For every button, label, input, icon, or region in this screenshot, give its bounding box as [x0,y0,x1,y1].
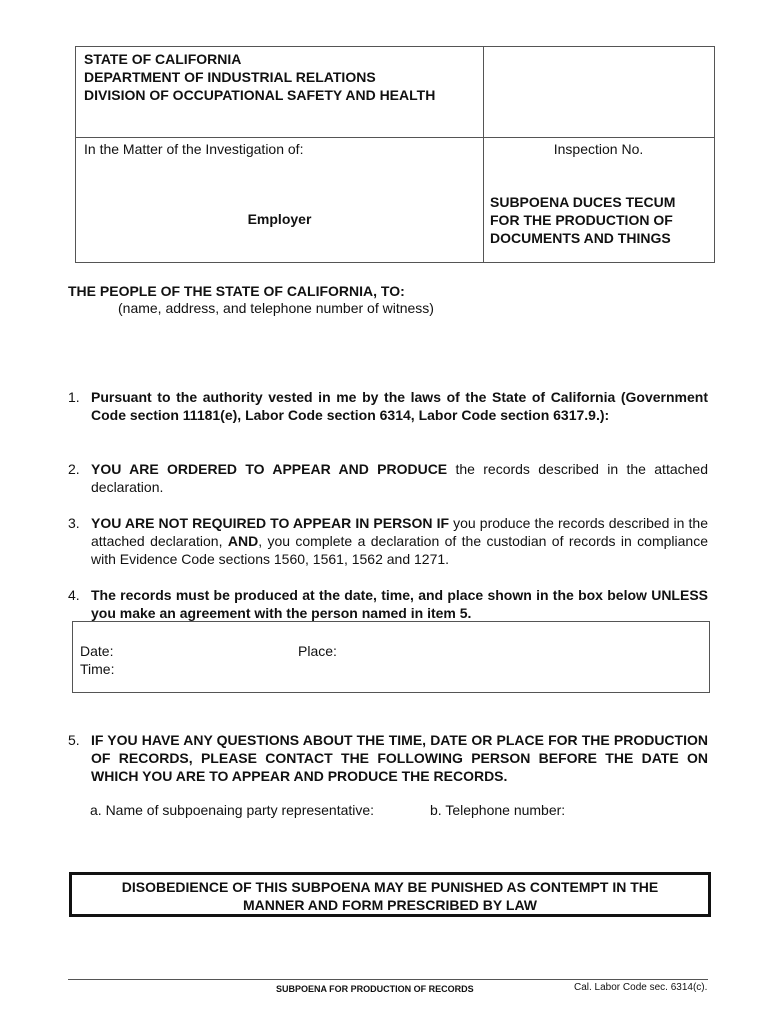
item-plain-text: , you complete a declaration of the custodian of records in compliance with Evidence Code sections 1560, 1561, 1562 and 1271. [91,533,708,567]
agency-name [84,50,435,104]
item-bold-text: YOU ARE NOT REQUIRED TO APPEAR IN PERSON IF [91,515,450,531]
footer-divider [68,979,708,980]
item-bold-text: YOU ARE ORDERED TO APPEAR AND PRODUCE [91,461,448,477]
footer-citation: Cal. Labor Code sec. 6314(c). [574,982,708,993]
item-number: 3. [68,515,80,531]
time-label: Time: [80,661,115,677]
subpoena-title-line: SUBPOENA DUCES TECUM [490,194,676,210]
people-heading: THE PEOPLE OF THE STATE OF CALIFORNIA, TO: [68,283,405,299]
header-divider-horizontal [76,137,714,138]
warning-line: MANNER AND FORM PRESCRIBED BY LAW [242,897,537,913]
item-text: The records must be produced at the date, time, and place shown in the box below UNLESS you make an agreement with the person named in item 5. [91,587,708,621]
warning-line: DISOBEDIENCE OF THIS SUBPOENA MAY BE PUNISHED AS CONTEMPT IN THE [121,879,659,895]
footer-form-title: SUBPOENA FOR PRODUCTION OF RECORDS [276,984,474,994]
item-3 [68,514,708,568]
item-text: Pursuant to the authority vested in me by the laws of the State of California (Government Code section 11181(e), Labor Code section 6314, Labor Code section 6317.9.): [91,389,708,423]
item-number: 1. [68,389,80,405]
agency-line: STATE OF CALIFORNIA [84,51,242,67]
item-1 [68,388,708,424]
subpoena-title-line: DOCUMENTS AND THINGS [490,230,671,246]
item-5 [68,731,708,785]
item-number: 4. [68,587,80,603]
subpoena-title [490,193,675,247]
witness-instructions: (name, address, and telephone number of witness) [118,300,434,316]
item-2 [68,460,708,496]
item-text [91,514,708,568]
item-and-text: AND [227,533,259,549]
agency-line: DIVISION OF OCCUPATIONAL SAFETY AND HEALTH [84,87,436,103]
agency-line: DEPARTMENT OF INDUSTRIAL RELATIONS [84,69,376,85]
representative-name-label: a. Name of subpoenaing party representative: [90,802,375,818]
item-number: 2. [68,461,80,477]
item-text [91,460,708,496]
item-plain-text: the records described in the attached declaration. [91,461,708,495]
date-label: Date: [80,643,114,659]
telephone-number-label: b. Telephone number: [430,802,566,818]
item-number: 5. [68,732,80,748]
contempt-warning-box [69,872,711,917]
date-time-place-box [72,621,710,693]
matter-label: In the Matter of the Investigation of: [84,141,304,157]
subpoena-title-line: FOR THE PRODUCTION OF [490,212,673,228]
inspection-number-label: Inspection No. [553,141,644,157]
item-4 [68,586,708,622]
employer-label: Employer [247,211,312,227]
place-label: Place: [298,643,337,659]
item-text: IF YOU HAVE ANY QUESTIONS ABOUT THE TIME, DATE OR PLACE FOR THE PRODUCTION OF RECORDS, PLEASE CONTACT THE FOLLOWING PERSON BEFORE THE DATE ON WHICH YOU ARE TO APPEAR AND PRODUCE THE RECORDS. [91,732,708,784]
item-plain-text: you produce the records described in the attached declaration, [91,515,708,549]
header-table [75,46,715,263]
